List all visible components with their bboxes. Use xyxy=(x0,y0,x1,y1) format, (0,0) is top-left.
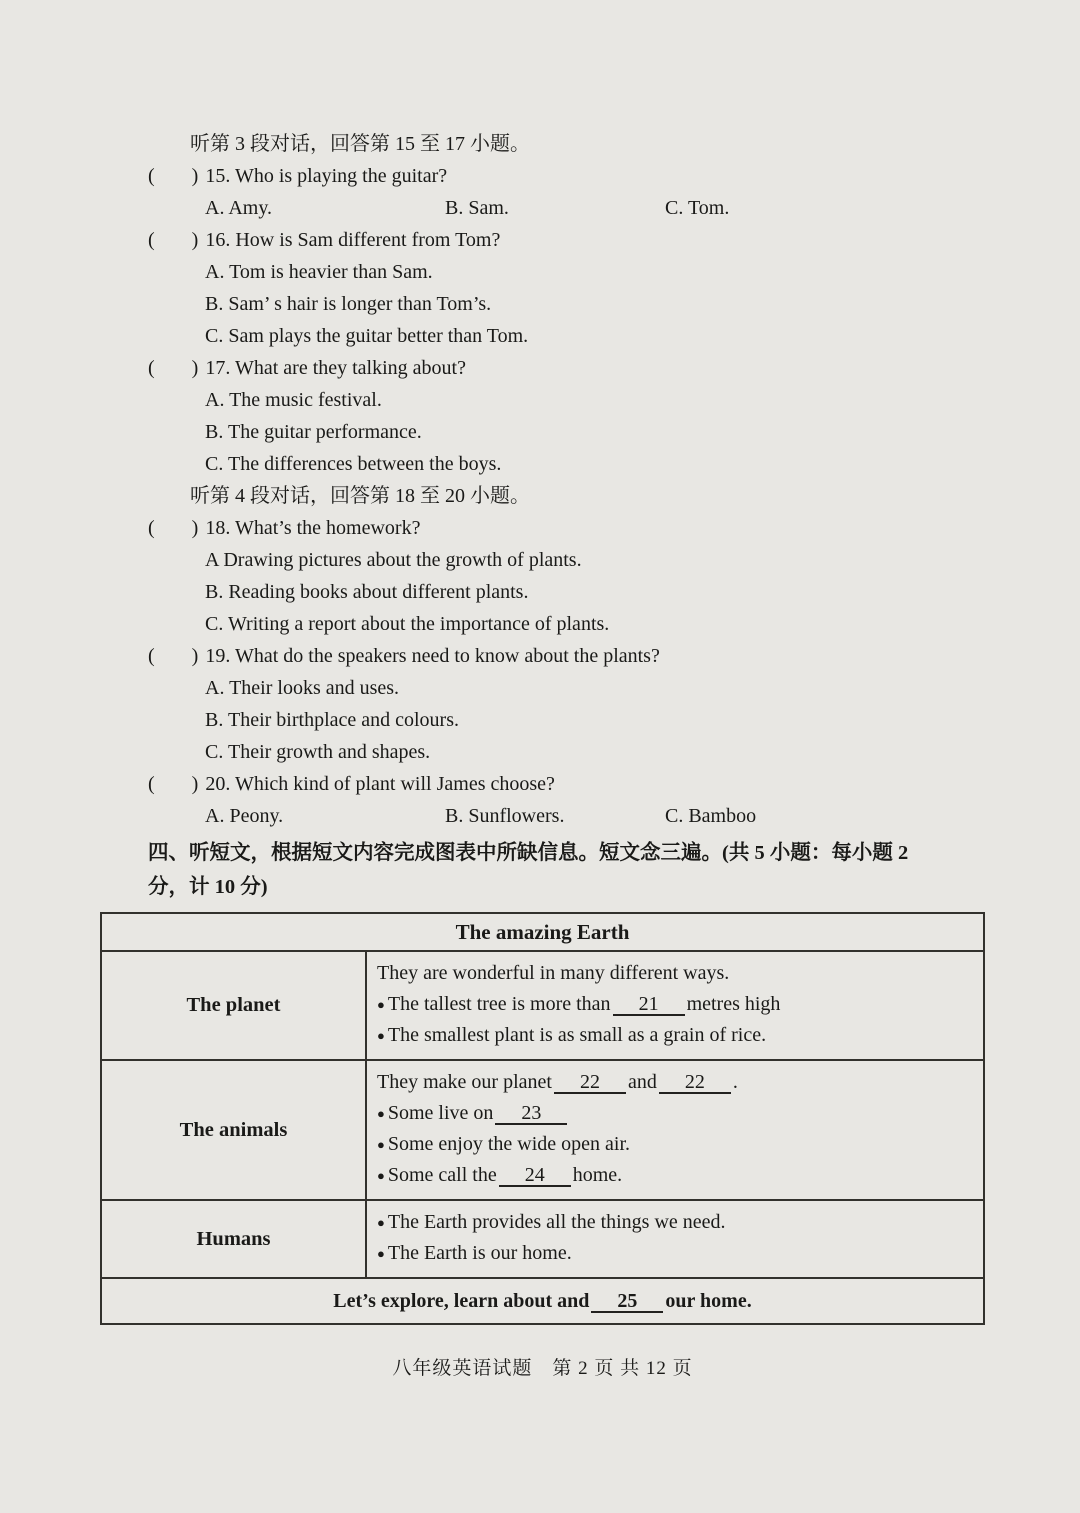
question-text: 16. How is Sam different from Tom? xyxy=(205,229,501,251)
option-a: A. Peony. xyxy=(205,805,284,827)
bullet-icon: ● xyxy=(377,1215,385,1230)
line-text: and xyxy=(627,1071,657,1093)
question-20 xyxy=(100,768,985,832)
option-c: C. Writing a report about the importance of plants. xyxy=(205,613,610,635)
table-line xyxy=(377,1129,973,1160)
options-row xyxy=(205,800,985,832)
line-text: Some call the xyxy=(387,1164,497,1186)
listening-part4-header: 听第 4 段对话，回答第 18 至 20 小题。 xyxy=(190,485,530,507)
answer-paren: ( ) xyxy=(148,773,200,795)
line-text: . xyxy=(732,1071,738,1093)
table-row-animals xyxy=(101,1060,984,1200)
option-c: C. Their growth and shapes. xyxy=(205,741,431,763)
bullet-icon: ● xyxy=(377,1246,385,1261)
bullet-icon: ● xyxy=(377,1137,385,1152)
answer-paren: ( ) xyxy=(148,165,200,187)
option-b: B. The guitar performance. xyxy=(205,421,422,443)
info-table xyxy=(100,912,985,1325)
table-line xyxy=(377,1207,973,1238)
blank-23: 23 xyxy=(495,1103,567,1125)
option-a: A. Amy. xyxy=(205,197,273,219)
option-b: B. Sunflowers. xyxy=(445,805,565,827)
question-text: 15. Who is playing the guitar? xyxy=(205,165,448,187)
options-row xyxy=(205,192,985,224)
question-19 xyxy=(100,640,985,768)
line-text: home. xyxy=(572,1164,623,1186)
option-b: B. Sam. xyxy=(445,197,509,219)
table-line xyxy=(377,989,973,1020)
table-line xyxy=(377,1160,973,1191)
planet-content-cell xyxy=(366,951,984,1060)
humans-content-cell xyxy=(366,1200,984,1278)
answer-paren: ( ) xyxy=(148,517,200,539)
option-b: B. Reading books about different plants. xyxy=(205,581,529,603)
option-c: C. Bamboo xyxy=(665,805,757,827)
line-text: The Earth is our home. xyxy=(387,1242,572,1264)
option-a: A. The music festival. xyxy=(205,389,382,411)
listening-part3-header: 听第 3 段对话，回答第 15 至 17 小题。 xyxy=(190,133,530,155)
answer-paren: ( ) xyxy=(148,357,200,379)
table-line xyxy=(377,1067,973,1098)
question-text: 20. Which kind of plant will James choose? xyxy=(205,773,555,795)
bullet-icon: ● xyxy=(377,997,385,1012)
line-text: The Earth provides all the things we need. xyxy=(387,1211,726,1233)
table-row-planet xyxy=(101,951,984,1060)
bullet-icon: ● xyxy=(377,1168,385,1183)
option-c: C. Sam plays the guitar better than Tom. xyxy=(205,325,529,347)
blank-22b: 22 xyxy=(659,1072,731,1094)
question-18 xyxy=(100,512,985,640)
row-label-planet: The planet xyxy=(101,951,366,1060)
question-text: 17. What are they talking about? xyxy=(205,357,466,379)
question-16 xyxy=(100,224,985,352)
bullet-icon: ● xyxy=(377,1028,385,1043)
question-15 xyxy=(100,160,985,224)
option-a: A. Their looks and uses. xyxy=(205,677,400,699)
line-text: our home. xyxy=(665,1289,752,1312)
blank-24: 24 xyxy=(499,1165,571,1187)
line-text: They are wonderful in many different ways. xyxy=(377,962,730,984)
line-text: They make our planet xyxy=(377,1071,552,1093)
option-c: C. Tom. xyxy=(665,197,730,219)
line-text: Some enjoy the wide open air. xyxy=(387,1133,631,1155)
question-text: 19. What do the speakers need to know about the plants? xyxy=(205,645,660,667)
table-line xyxy=(377,958,973,989)
table-footer-line xyxy=(101,1278,984,1324)
line-text: The smallest plant is as small as a grain of rice. xyxy=(387,1024,767,1046)
line-text: metres high xyxy=(686,993,781,1015)
option-a: A. Tom is heavier than Sam. xyxy=(205,261,433,283)
option-c: C. The differences between the boys. xyxy=(205,453,502,475)
page-footer: 八年级英语试题 第 2 页 共 12 页 xyxy=(392,1358,693,1379)
option-b: B. Their birthplace and colours. xyxy=(205,709,460,731)
blank-21: 21 xyxy=(613,994,685,1016)
answer-paren: ( ) xyxy=(148,229,200,251)
line-text: Some live on xyxy=(387,1102,494,1124)
table-row-humans xyxy=(101,1200,984,1278)
table-line xyxy=(377,1020,973,1051)
line-text: The tallest tree is more than xyxy=(387,993,611,1015)
blank-25: 25 xyxy=(591,1291,663,1313)
table-line xyxy=(377,1238,973,1269)
table-footer-row xyxy=(101,1278,984,1324)
table-title-row xyxy=(101,913,984,951)
row-label-humans: Humans xyxy=(101,1200,366,1278)
table-line xyxy=(377,1098,973,1129)
table-title: The amazing Earth xyxy=(101,913,984,951)
row-label-animals: The animals xyxy=(101,1060,366,1200)
bullet-icon: ● xyxy=(377,1106,385,1121)
question-17 xyxy=(100,352,985,480)
blank-22: 22 xyxy=(554,1072,626,1094)
question-text: 18. What’s the homework? xyxy=(205,517,421,539)
answer-paren: ( ) xyxy=(148,645,200,667)
option-b: B. Sam’ s hair is longer than Tom’s. xyxy=(205,293,492,315)
section-4-heading: 四、听短文，根据短文内容完成图表中所缺信息。短文念三遍。(共 5 小题：每小题 2 分，计 10 分) xyxy=(148,842,909,898)
animals-content-cell xyxy=(366,1060,984,1200)
option-a: A Drawing pictures about the growth of plants. xyxy=(205,549,582,571)
line-text: Let’s explore, learn about and xyxy=(333,1289,590,1312)
